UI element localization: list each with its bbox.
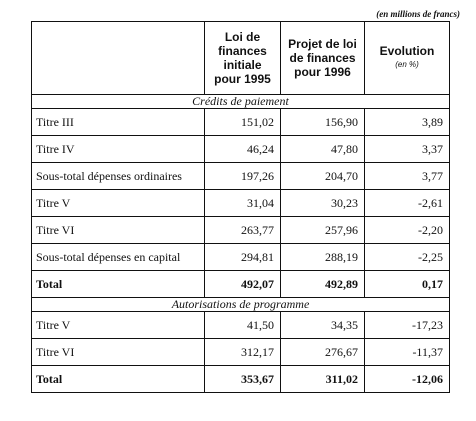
value-evolution: -12,06 bbox=[365, 366, 450, 393]
value-evolution: -17,23 bbox=[365, 312, 450, 339]
value-1996: 257,96 bbox=[281, 217, 365, 244]
row-label: Sous-total dépenses ordinaires bbox=[32, 163, 205, 190]
value-1995: 294,81 bbox=[205, 244, 281, 271]
value-evolution: -2,25 bbox=[365, 244, 450, 271]
value-evolution: -2,20 bbox=[365, 217, 450, 244]
row-label: Sous-total dépenses en capital bbox=[32, 244, 205, 271]
row-label: Titre VI bbox=[32, 339, 205, 366]
table-row bbox=[32, 136, 450, 163]
value-evolution: 3,89 bbox=[365, 109, 450, 136]
value-evolution: 3,77 bbox=[365, 163, 450, 190]
value-1995: 492,07 bbox=[205, 271, 281, 298]
row-label: Titre VI bbox=[32, 217, 205, 244]
table-row bbox=[32, 312, 450, 339]
table-row bbox=[32, 109, 450, 136]
row-label: Titre V bbox=[32, 190, 205, 217]
table-row bbox=[32, 190, 450, 217]
header-1996: Projet de loi de finances pour 1996 bbox=[281, 22, 365, 95]
value-evolution: 0,17 bbox=[365, 271, 450, 298]
value-1995: 312,17 bbox=[205, 339, 281, 366]
table-row bbox=[32, 339, 450, 366]
row-label: Total bbox=[32, 271, 205, 298]
value-evolution: -11,37 bbox=[365, 339, 450, 366]
value-1996: 288,19 bbox=[281, 244, 365, 271]
table-body bbox=[32, 95, 450, 393]
row-label: Titre III bbox=[32, 109, 205, 136]
header-evolution-unit: (en %) bbox=[395, 60, 419, 69]
header-evolution-label: Evolution bbox=[379, 44, 435, 58]
section-title: Crédits de paiement bbox=[32, 95, 450, 109]
total-row bbox=[32, 366, 450, 393]
value-1996: 156,90 bbox=[281, 109, 365, 136]
row-label: Total bbox=[32, 366, 205, 393]
value-evolution: 3,37 bbox=[365, 136, 450, 163]
table-row bbox=[32, 217, 450, 244]
value-1996: 492,89 bbox=[281, 271, 365, 298]
value-1995: 41,50 bbox=[205, 312, 281, 339]
header-evolution bbox=[365, 22, 450, 95]
table-row bbox=[32, 163, 450, 190]
row-label: Titre V bbox=[32, 312, 205, 339]
table-header bbox=[32, 22, 450, 95]
row-label: Titre IV bbox=[32, 136, 205, 163]
value-1996: 276,67 bbox=[281, 339, 365, 366]
header-corner-cell bbox=[32, 22, 205, 95]
value-1995: 197,26 bbox=[205, 163, 281, 190]
value-1996: 34,35 bbox=[281, 312, 365, 339]
section-header-row bbox=[32, 95, 450, 109]
header-1995: Loi de finances initiale pour 1995 bbox=[205, 22, 281, 95]
section-title: Autorisations de programme bbox=[32, 298, 450, 312]
total-row bbox=[32, 271, 450, 298]
value-evolution: -2,61 bbox=[365, 190, 450, 217]
value-1995: 31,04 bbox=[205, 190, 281, 217]
section-header-row bbox=[32, 298, 450, 312]
value-1995: 263,77 bbox=[205, 217, 281, 244]
value-1995: 151,02 bbox=[205, 109, 281, 136]
table-row bbox=[32, 244, 450, 271]
unit-note: (en millions de francs) bbox=[376, 9, 460, 19]
value-1996: 30,23 bbox=[281, 190, 365, 217]
value-1996: 204,70 bbox=[281, 163, 365, 190]
value-1996: 47,80 bbox=[281, 136, 365, 163]
value-1995: 46,24 bbox=[205, 136, 281, 163]
value-1996: 311,02 bbox=[281, 366, 365, 393]
budget-table bbox=[31, 21, 450, 393]
value-1995: 353,67 bbox=[205, 366, 281, 393]
